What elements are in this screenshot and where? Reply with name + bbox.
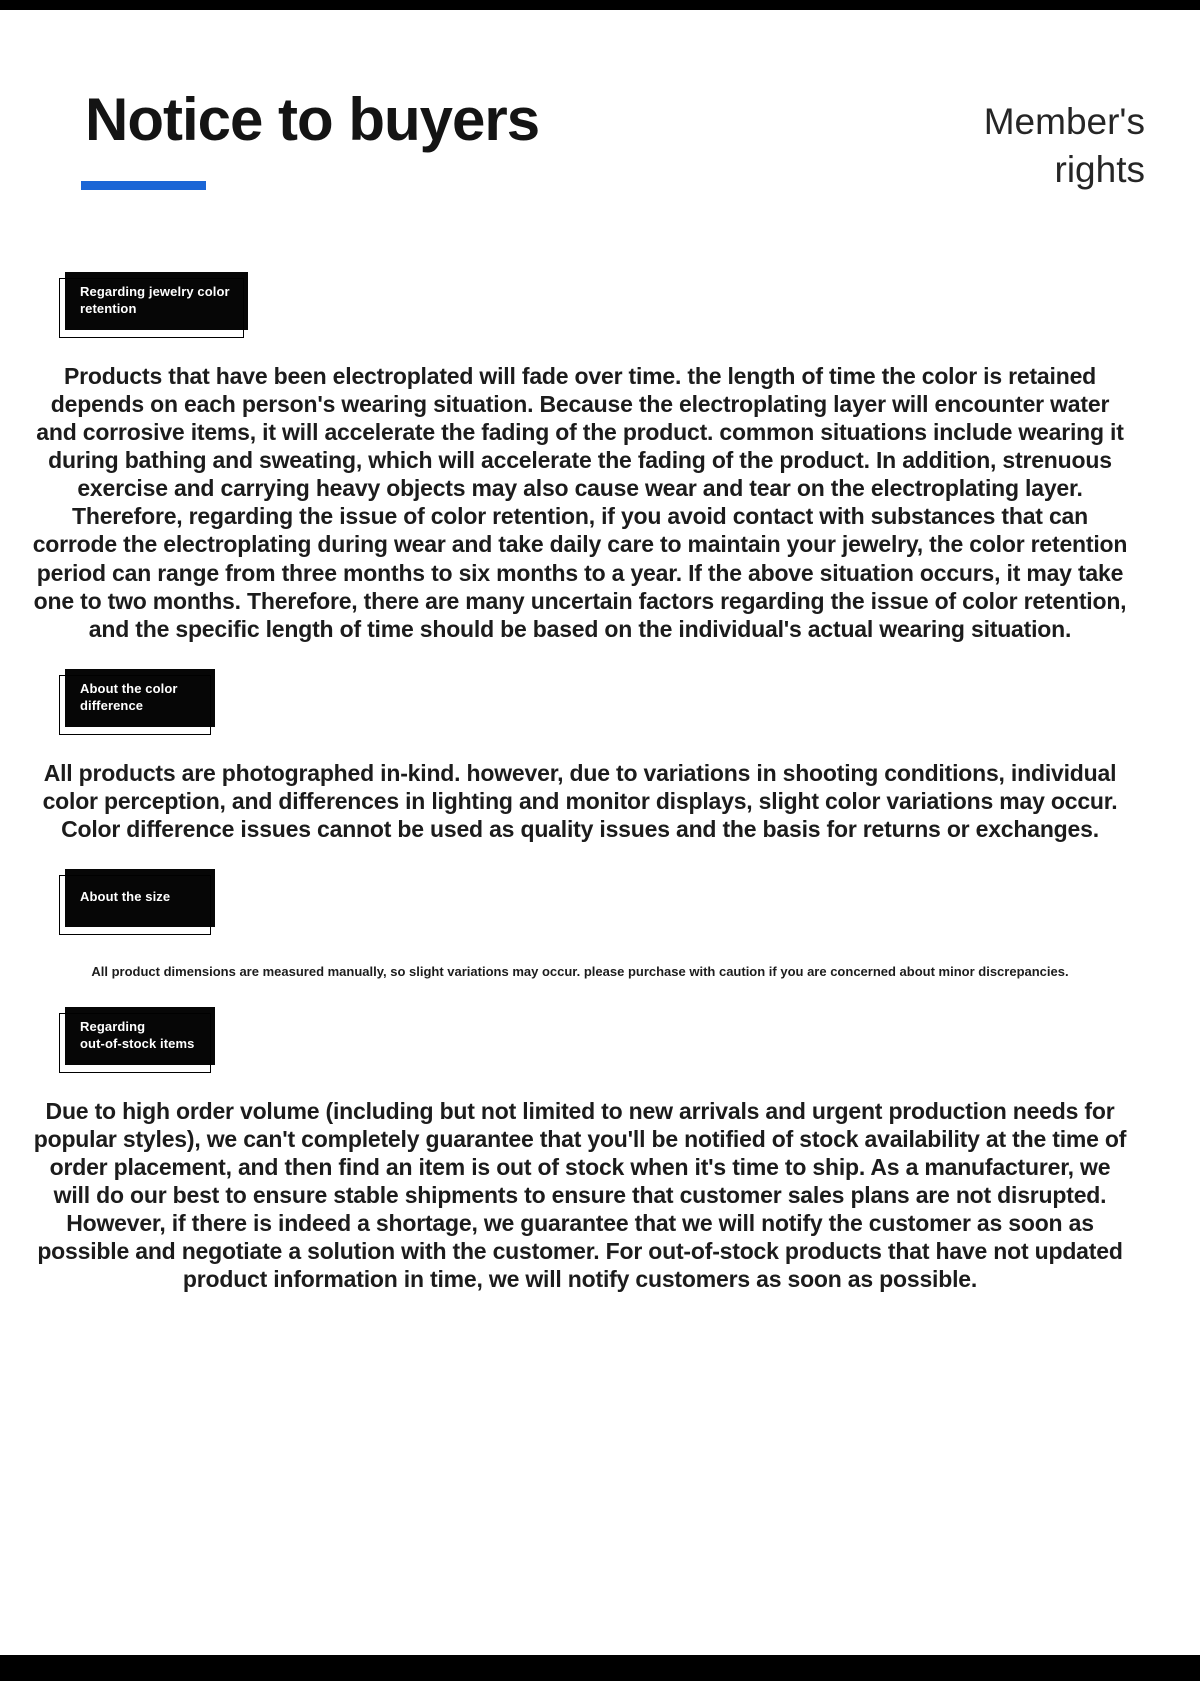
section-body-size: All product dimensions are measured manually, so slight variations may occur. please purchase with caution if you are concerned about minor discrepancies.: [91, 963, 1069, 979]
badge-line: About the size: [80, 889, 171, 905]
member-rights-label: [984, 98, 1145, 194]
badge-line: Regarding: [80, 1019, 146, 1035]
member-rights-line-2: rights: [1054, 149, 1145, 191]
page-title: Notice to buyers: [85, 86, 540, 153]
badge-jewelry-color-retention: [65, 272, 248, 330]
badge-row: [65, 669, 1130, 727]
member-rights-line-1: Member's: [983, 101, 1145, 142]
badge-row: [65, 272, 1130, 330]
top-border-bar: [0, 0, 1200, 10]
section-jewelry-color-retention: [30, 272, 1130, 642]
badge-line: Regarding jewelry color: [80, 284, 230, 300]
badge-line: About the color: [80, 680, 178, 696]
badge-size: [65, 869, 215, 927]
title-underline: [81, 181, 206, 190]
badge-line: out-of-stock items: [80, 1035, 195, 1051]
section-out-of-stock: [30, 1007, 1130, 1293]
section-body-jewelry-color-retention: Products that have been electroplated will fade over time. the length of time the color is retained depends on each person's wearing situation. Because the electroplating layer will encounter water and corrosive items, it will accelerate the fading of the product. common situations include wearing it during bathing and sweating, which will accelerate the fading of the product. In addition, strenuous exercise and carrying heavy objects may also cause wear and tear on the electroplating layer. Therefore, regarding the issue of color retention, if you avoid contact with substances that can corrode the electroplating during wear and take daily care to maintain your jewelry, the color retention period can range from three months to six months to a year. If the above situation occurs, it may take one to two months. Therefore, there are many uncertain factors regarding the issue of color retention, and the specific length of time should be based on the individual's actual wearing situation.: [32, 363, 1128, 642]
badge-line: retention: [80, 301, 137, 317]
section-body-color-difference: All products are photographed in-kind. however, due to variations in shooting conditions, individual color perception, and differences in lighting and monitor displays, slight color variations may occur. Color difference issues cannot be used as quality issues and the basis for returns or exchanges.: [42, 759, 1118, 842]
bottom-border-bar: [0, 1655, 1200, 1681]
notice-content: [0, 272, 1200, 1293]
badge-row: [65, 869, 1130, 927]
badge-out-of-stock: [65, 1007, 215, 1065]
badge-row: [65, 1007, 1130, 1065]
title-block: [85, 88, 539, 190]
section-color-difference: [30, 669, 1130, 843]
page-header: [0, 0, 1200, 194]
badge-color-difference: [65, 669, 215, 727]
badge-line: difference: [80, 697, 144, 713]
section-body-out-of-stock: Due to high order volume (including but not limited to new arrivals and urgent production needs for popular styles), we can't completely guarantee that you'll be notified of stock availability at the time of order placement, and then find an item is out of stock when it's time to ship. As a manufacturer, we will do our best to ensure stable shipments to ensure that customer sales plans are not disrupted. However, if there is indeed a shortage, we guarantee that we will notify the customer as soon as possible and negotiate a solution with the customer. For out-of-stock products that have not updated product information in time, we will notify customers as soon as possible.: [33, 1097, 1127, 1293]
section-size: [30, 869, 1130, 981]
